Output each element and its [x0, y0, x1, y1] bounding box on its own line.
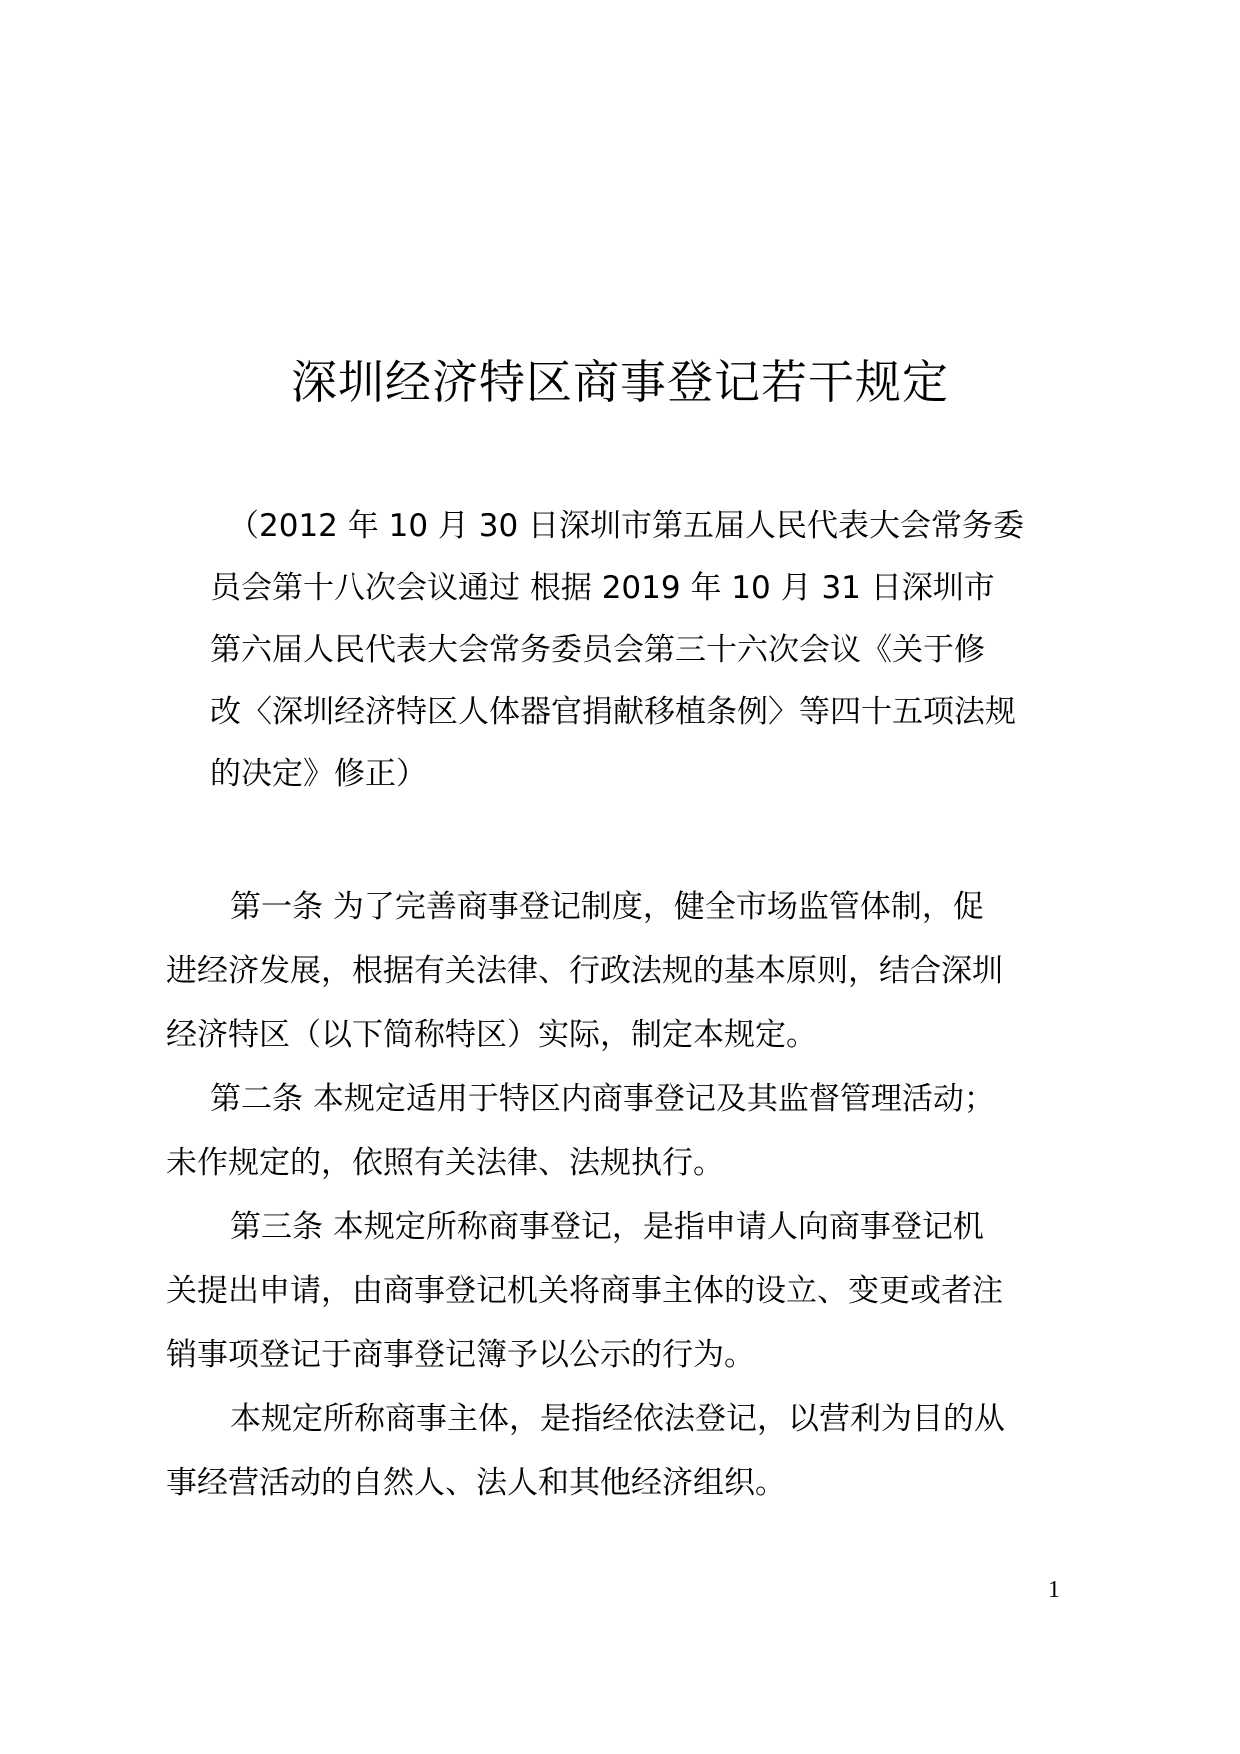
- article-3: [166, 1195, 1076, 1387]
- article-line: 关提出申请，由商事登记机关将商事主体的设立、变更或者注: [166, 1273, 1003, 1309]
- article-line: 第一条 为了完善商事登记制度，健全市场监管体制，促: [230, 889, 984, 925]
- document-subtitle: [210, 495, 1040, 805]
- article-line: 进经济发展，根据有关法律、行政法规的基本原则，结合深圳: [166, 953, 1003, 989]
- document-body: [166, 875, 1076, 1515]
- article-line: 事经营活动的自然人、法人和其他经济组织。: [166, 1465, 786, 1501]
- subtitle-line: 第六届人民代表大会常务委员会第三十六次会议《关于修: [210, 632, 985, 668]
- document-title: 深圳经济特区商事登记若干规定: [291, 355, 949, 409]
- article-line: 销事项登记于商事登记簿予以公示的行为。: [166, 1337, 755, 1373]
- article-line: 第三条 本规定所称商事登记，是指申请人向商事登记机: [230, 1209, 984, 1245]
- article-1: [166, 875, 1076, 1067]
- article-2: [166, 1067, 1076, 1195]
- subtitle-line: 的决定》修正）: [210, 756, 427, 792]
- article-line: 本规定所称商事主体，是指经依法登记，以营利为目的从: [230, 1401, 1005, 1437]
- page-number: 1: [1048, 1577, 1060, 1603]
- article-3-paragraph-2: [166, 1387, 1076, 1515]
- article-line: 未作规定的，依照有关法律、法规执行。: [166, 1145, 724, 1181]
- subtitle-line: 员会第十八次会议通过 根据 2019 年 10 月 31 日深圳市: [210, 570, 995, 606]
- subtitle-line: （2012 年 10 月 30 日深圳市第五届人民代表大会常务委: [228, 508, 1025, 544]
- subtitle-line: 改〈深圳经济特区人体器官捐献移植条例〉等四十五项法规: [210, 694, 1016, 730]
- article-line: 经济特区（以下简称特区）实际，制定本规定。: [166, 1017, 817, 1053]
- article-line: 第二条 本规定适用于特区内商事登记及其监督管理活动；: [210, 1081, 995, 1117]
